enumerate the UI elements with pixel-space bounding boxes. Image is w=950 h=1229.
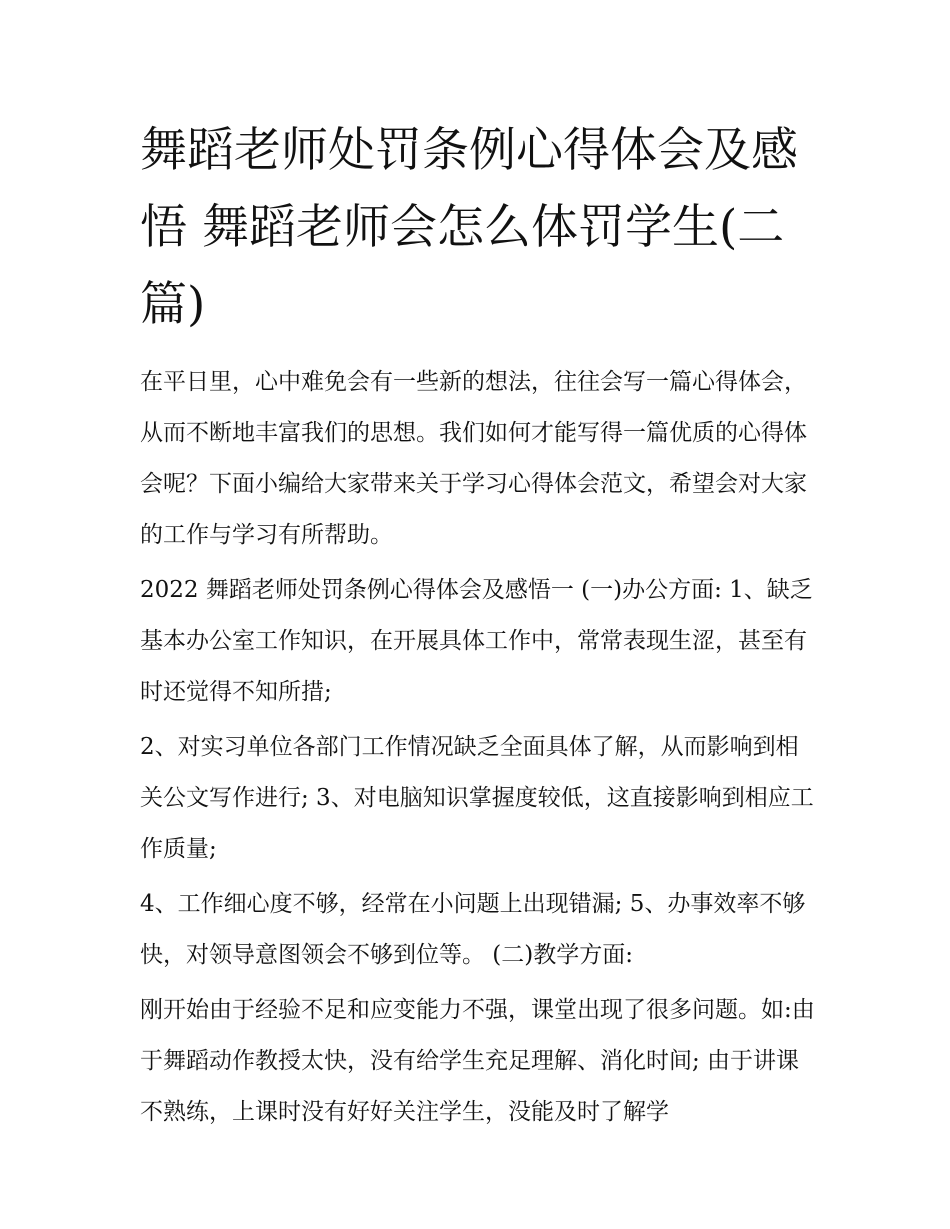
efficiency-issues-paragraph: 4、工作细心度不够，经常在小问题上出现错漏; 5、办事效率不够快，对领导意图领会不够到位等。 (二)教学方面: — [140, 891, 806, 968]
document-body — [140, 112, 820, 1138]
department-issues-paragraph: 2、对实习单位各部门工作情况缺乏全面具体了解，从而影响到相关公文写作进行; 3、对电脑知识掌握度较低，这直接影响到相应工作质量; — [140, 734, 814, 862]
intro-paragraph: 在平日里，心中难免会有一些新的想法，往往会写一篇心得体会，从而不断地丰富我们的思想。我们如何才能写得一篇优质的心得体会呢？下面小编给大家带来关于学习心得体会范文，希望会对大家的工作与学习有所帮助。 — [140, 369, 807, 548]
teaching-issues-paragraph: 刚开始由于经验不足和应变能力不强，课堂出现了很多问题。如:由于舞蹈动作教授太快，没有给学生充足理解、消化时间; 由于讲课不熟练，上课时没有好好关注学生，没能及时了解学 — [140, 997, 815, 1125]
office-issues-paragraph: 2022 舞蹈老师处罚条例心得体会及感悟一 (一)办公方面: 1、缺乏基本办公室工作知识，在开展具体工作中，常常表现生涩，甚至有时还觉得不知所措; — [140, 577, 813, 705]
document-title: 舞蹈老师处罚条例心得体会及感悟 舞蹈老师会怎么体罚学生(二篇) — [140, 123, 798, 332]
